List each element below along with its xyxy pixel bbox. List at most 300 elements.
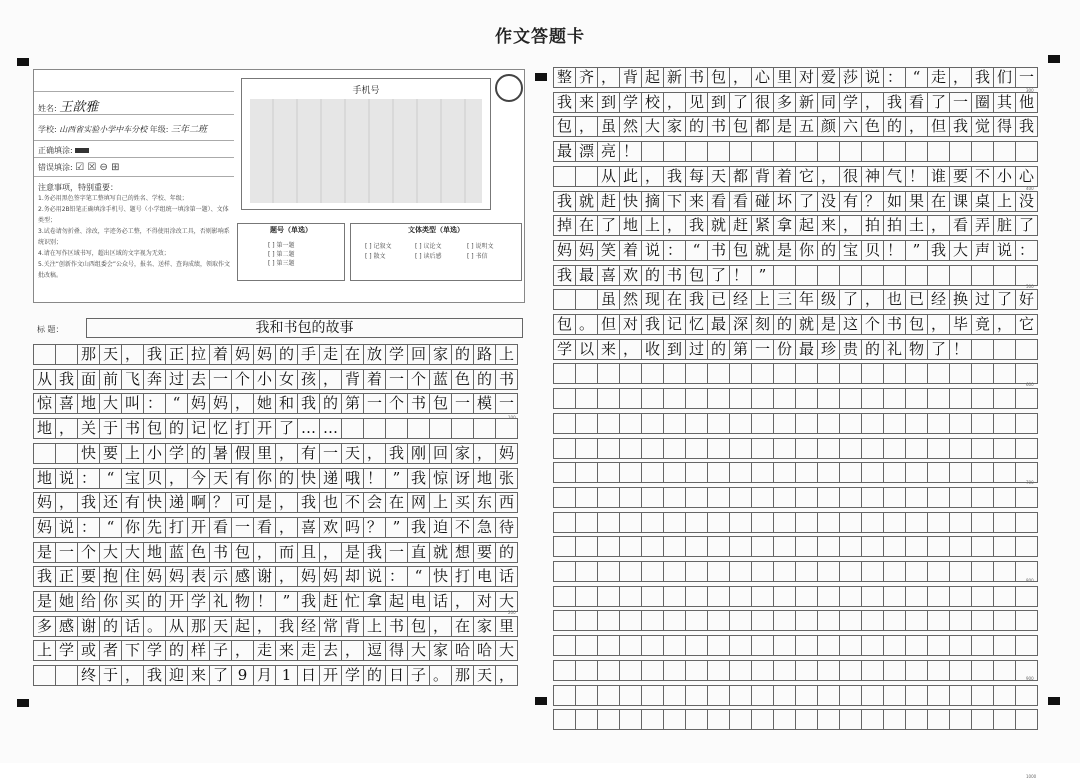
grid-cell[interactable]: 那 (452, 665, 474, 686)
grid-cell[interactable] (554, 561, 576, 582)
grid-cell[interactable] (818, 363, 840, 384)
grid-cell[interactable]: 大 (642, 116, 664, 137)
grid-cell[interactable]: 走 (298, 640, 320, 661)
grid-cell[interactable]: 快 (298, 468, 320, 489)
grid-cell[interactable]: 我 (144, 665, 166, 686)
grid-cell[interactable]: 包 (408, 616, 430, 637)
grid-cell[interactable]: 三 (774, 289, 796, 310)
grid-cell[interactable]: 哈 (452, 640, 474, 661)
grid-cell[interactable]: ： (386, 566, 408, 587)
grid-cell[interactable]: 快 (78, 443, 100, 464)
grid-cell[interactable]: 话 (122, 616, 144, 637)
grid-cell[interactable]: 我 (276, 616, 298, 637)
grid-cell[interactable] (730, 709, 752, 730)
grid-cell[interactable]: 都 (752, 116, 774, 137)
grid-cell[interactable] (818, 388, 840, 409)
grid-cell[interactable]: 最 (708, 314, 730, 335)
grid-cell[interactable]: 校 (642, 92, 664, 113)
grid-cell[interactable]: 大 (100, 393, 122, 414)
grid-cell[interactable] (554, 512, 576, 533)
grid-cell[interactable]: 书 (664, 265, 686, 286)
grid-cell[interactable] (840, 635, 862, 656)
grid-cell[interactable] (576, 166, 598, 187)
grid-cell[interactable] (928, 586, 950, 607)
grid-cell[interactable] (862, 709, 884, 730)
grid-cell[interactable]: ， (950, 67, 972, 88)
grid-cell[interactable]: 抱 (100, 566, 122, 587)
grid-cell[interactable]: 在 (386, 492, 408, 513)
grid-cell[interactable]: 我 (664, 166, 686, 187)
grid-cell[interactable] (884, 610, 906, 631)
grid-cell[interactable]: 没 (1016, 191, 1038, 212)
grid-cell[interactable] (818, 462, 840, 483)
grid-cell[interactable] (818, 660, 840, 681)
grid-cell[interactable]: 的 (452, 344, 474, 365)
grid-cell[interactable]: 学 (56, 640, 78, 661)
grid-cell[interactable]: 还 (100, 492, 122, 513)
grid-cell[interactable]: 对 (796, 67, 818, 88)
grid-cell[interactable]: 桌 (972, 191, 994, 212)
grid-cell[interactable] (950, 660, 972, 681)
grid-cell[interactable]: 快 (144, 492, 166, 513)
grid-cell[interactable] (554, 438, 576, 459)
grid-cell[interactable]: ” (906, 240, 928, 261)
grid-cell[interactable]: 很 (840, 166, 862, 187)
grid-cell[interactable]: 放 (364, 344, 386, 365)
grid-cell[interactable] (818, 610, 840, 631)
grid-cell[interactable] (708, 610, 730, 631)
grid-cell[interactable]: 妈 (554, 240, 576, 261)
grid-cell[interactable]: 喜 (298, 517, 320, 538)
grid-cell[interactable] (664, 512, 686, 533)
grid-cell[interactable] (774, 635, 796, 656)
grid-cell[interactable]: 上 (364, 616, 386, 637)
grid-cell[interactable] (774, 512, 796, 533)
grid-cell[interactable] (994, 388, 1016, 409)
grid-cell[interactable]: 子 (408, 665, 430, 686)
grid-cell[interactable]: “ (100, 468, 122, 489)
grid-cell[interactable]: 我 (408, 468, 430, 489)
grid-cell[interactable]: 打 (452, 566, 474, 587)
grid-cell[interactable] (906, 610, 928, 631)
grid-cell[interactable] (972, 610, 994, 631)
grid-cell[interactable]: 赶 (730, 215, 752, 236)
grid-cell[interactable]: 东 (474, 492, 496, 513)
grid-cell[interactable]: 说 (642, 240, 664, 261)
grid-cell[interactable] (972, 339, 994, 360)
grid-cell[interactable] (1016, 487, 1038, 508)
grid-cell[interactable]: 去 (320, 640, 342, 661)
grid-cell[interactable]: 珍 (818, 339, 840, 360)
grid-cell[interactable]: 妈 (188, 393, 210, 414)
grid-cell[interactable]: 刻 (752, 314, 774, 335)
grid-cell[interactable] (906, 709, 928, 730)
grid-cell[interactable] (906, 363, 928, 384)
grid-cell[interactable]: 开 (320, 665, 342, 686)
grid-cell[interactable] (708, 685, 730, 706)
grid-cell[interactable]: 且 (298, 542, 320, 563)
grid-cell[interactable]: 家 (474, 616, 496, 637)
grid-cell[interactable]: 经 (298, 616, 320, 637)
grid-cell[interactable]: 那 (188, 616, 210, 637)
grid-cell[interactable] (884, 141, 906, 162)
grid-cell[interactable] (950, 462, 972, 483)
grid-cell[interactable]: 就 (708, 215, 730, 236)
grid-cell[interactable]: ！ (620, 141, 642, 162)
grid-cell[interactable]: 一 (320, 443, 342, 464)
grid-cell[interactable]: 暑 (210, 443, 232, 464)
grid-cell[interactable] (972, 685, 994, 706)
grid-cell[interactable] (620, 635, 642, 656)
grid-cell[interactable]: 过 (972, 289, 994, 310)
grid-cell[interactable]: 关 (78, 418, 100, 439)
grid-cell[interactable]: 我 (972, 67, 994, 88)
grid-cell[interactable]: 的 (100, 616, 122, 637)
grid-cell[interactable]: 的 (496, 542, 518, 563)
grid-cell[interactable]: 西 (496, 492, 518, 513)
grid-cell[interactable]: 的 (818, 240, 840, 261)
grid-cell[interactable] (818, 438, 840, 459)
grid-cell[interactable]: 面 (78, 369, 100, 390)
grid-cell[interactable] (796, 388, 818, 409)
grid-cell[interactable]: 六 (840, 116, 862, 137)
grid-cell[interactable]: 的 (708, 339, 730, 360)
grid-cell[interactable] (664, 660, 686, 681)
grid-cell[interactable]: 起 (386, 591, 408, 612)
grid-cell[interactable]: 到 (598, 92, 620, 113)
grid-cell[interactable]: 在 (664, 289, 686, 310)
grid-cell[interactable]: 女 (276, 369, 298, 390)
grid-cell[interactable]: 有 (298, 443, 320, 464)
grid-cell[interactable] (928, 660, 950, 681)
grid-cell[interactable]: 过 (166, 369, 188, 390)
grid-cell[interactable]: 张 (496, 468, 518, 489)
grid-cell[interactable]: ， (320, 369, 342, 390)
grid-cell[interactable] (730, 487, 752, 508)
grid-cell[interactable] (730, 413, 752, 434)
grid-cell[interactable] (752, 363, 774, 384)
grid-cell[interactable] (840, 709, 862, 730)
grid-cell[interactable]: 我 (298, 492, 320, 513)
grid-cell[interactable]: 从 (598, 166, 620, 187)
grid-cell[interactable] (752, 685, 774, 706)
grid-cell[interactable]: ？ (364, 517, 386, 538)
grid-cell[interactable]: 已 (906, 289, 928, 310)
grid-cell[interactable] (774, 586, 796, 607)
grid-cell[interactable]: 样 (188, 640, 210, 661)
grid-cell[interactable]: 学 (620, 92, 642, 113)
grid-cell[interactable]: 你 (122, 517, 144, 538)
grid-cell[interactable] (950, 265, 972, 286)
grid-cell[interactable] (796, 561, 818, 582)
grid-cell[interactable] (686, 610, 708, 631)
grid-cell[interactable]: 每 (686, 166, 708, 187)
grid-cell[interactable]: 毕 (950, 314, 972, 335)
grid-cell[interactable] (642, 487, 664, 508)
grid-cell[interactable]: ” (752, 265, 774, 286)
grid-cell[interactable] (686, 660, 708, 681)
grid-cell[interactable]: ， (928, 314, 950, 335)
grid-cell[interactable]: 包 (144, 418, 166, 439)
grid-cell[interactable]: 直 (408, 542, 430, 563)
grid-cell[interactable]: 飞 (122, 369, 144, 390)
grid-cell[interactable] (840, 660, 862, 681)
grid-cell[interactable] (862, 265, 884, 286)
grid-cell[interactable]: ， (818, 166, 840, 187)
grid-cell[interactable] (620, 709, 642, 730)
grid-cell[interactable] (994, 265, 1016, 286)
grid-cell[interactable]: 里 (254, 443, 276, 464)
grid-cell[interactable] (730, 635, 752, 656)
grid-cell[interactable] (576, 363, 598, 384)
grid-cell[interactable] (840, 388, 862, 409)
grid-cell[interactable]: 不 (342, 492, 364, 513)
grid-cell[interactable]: 奔 (144, 369, 166, 390)
grid-cell[interactable] (1016, 709, 1038, 730)
grid-cell[interactable]: 来 (686, 191, 708, 212)
grid-cell[interactable]: 我 (642, 314, 664, 335)
grid-cell[interactable]: ： (78, 517, 100, 538)
grid-cell[interactable]: 我 (386, 443, 408, 464)
grid-cell[interactable] (664, 413, 686, 434)
grid-cell[interactable]: 一 (386, 369, 408, 390)
grid-cell[interactable]: 可 (232, 492, 254, 513)
grid-cell[interactable]: 学 (144, 640, 166, 661)
grid-cell[interactable] (972, 512, 994, 533)
grid-cell[interactable]: 家 (430, 344, 452, 365)
grid-cell[interactable] (818, 536, 840, 557)
grid-cell[interactable] (818, 413, 840, 434)
grid-cell[interactable] (664, 536, 686, 557)
grid-cell[interactable] (752, 586, 774, 607)
grid-cell[interactable] (598, 660, 620, 681)
grid-cell[interactable]: 看 (950, 215, 972, 236)
grid-cell[interactable] (752, 462, 774, 483)
grid-cell[interactable] (730, 610, 752, 631)
grid-cell[interactable]: 喜 (56, 393, 78, 414)
grid-cell[interactable] (950, 685, 972, 706)
grid-cell[interactable] (342, 418, 364, 439)
grid-cell[interactable] (950, 512, 972, 533)
grid-cell[interactable]: 土 (906, 215, 928, 236)
grid-cell[interactable] (796, 685, 818, 706)
grid-cell[interactable] (1016, 339, 1038, 360)
grid-cell[interactable] (774, 610, 796, 631)
grid-cell[interactable]: 它 (796, 166, 818, 187)
grid-cell[interactable]: 我 (408, 517, 430, 538)
grid-cell[interactable]: 经 (730, 289, 752, 310)
grid-cell[interactable]: 包 (232, 542, 254, 563)
grid-cell[interactable]: 日 (298, 665, 320, 686)
grid-cell[interactable]: 的 (642, 265, 664, 286)
grid-cell[interactable] (686, 363, 708, 384)
grid-cell[interactable] (642, 685, 664, 706)
grid-cell[interactable]: 是 (818, 314, 840, 335)
grid-cell[interactable] (928, 536, 950, 557)
grid-cell[interactable]: 圈 (972, 92, 994, 113)
grid-cell[interactable]: 觉 (972, 116, 994, 137)
grid-cell[interactable]: 得 (386, 640, 408, 661)
grid-cell[interactable] (686, 536, 708, 557)
grid-cell[interactable] (796, 709, 818, 730)
grid-cell[interactable]: 家 (452, 443, 474, 464)
grid-cell[interactable]: 的 (166, 640, 188, 661)
grid-cell[interactable] (840, 536, 862, 557)
grid-cell[interactable]: 而 (276, 542, 298, 563)
grid-cell[interactable]: 我 (364, 542, 386, 563)
grid-cell[interactable] (884, 487, 906, 508)
grid-cell[interactable]: 来 (276, 640, 298, 661)
grid-cell[interactable] (994, 536, 1016, 557)
grid-cell[interactable]: 多 (34, 616, 56, 637)
grid-cell[interactable] (708, 462, 730, 483)
grid-cell[interactable]: 记 (188, 418, 210, 439)
grid-cell[interactable]: 年 (796, 289, 818, 310)
grid-cell[interactable]: 于 (100, 418, 122, 439)
grid-cell[interactable]: 多 (774, 92, 796, 113)
grid-cell[interactable] (598, 363, 620, 384)
grid-cell[interactable]: 我 (1016, 116, 1038, 137)
grid-cell[interactable]: 但 (928, 116, 950, 137)
grid-cell[interactable]: 最 (554, 141, 576, 162)
grid-cell[interactable]: 常 (320, 616, 342, 637)
grid-cell[interactable]: ： (1016, 240, 1038, 261)
grid-cell[interactable] (752, 487, 774, 508)
grid-cell[interactable]: 最 (796, 339, 818, 360)
grid-cell[interactable]: 着 (210, 344, 232, 365)
grid-cell[interactable]: 赶 (598, 191, 620, 212)
grid-cell[interactable]: 上 (430, 492, 452, 513)
grid-cell[interactable] (774, 413, 796, 434)
grid-cell[interactable]: 迫 (430, 517, 452, 538)
grid-cell[interactable]: 说 (56, 517, 78, 538)
topic-option[interactable]: [ ] 第一题 (268, 242, 295, 249)
grid-cell[interactable] (576, 660, 598, 681)
grid-cell[interactable]: 递 (320, 468, 342, 489)
grid-cell[interactable]: 虽 (598, 116, 620, 137)
grid-cell[interactable]: ， (276, 443, 298, 464)
grid-cell[interactable]: 上 (994, 191, 1016, 212)
grid-cell[interactable] (994, 586, 1016, 607)
grid-cell[interactable]: 学 (342, 665, 364, 686)
grid-cell[interactable]: 是 (34, 542, 56, 563)
grid-cell[interactable]: 住 (122, 566, 144, 587)
grid-cell[interactable] (950, 141, 972, 162)
grid-cell[interactable] (408, 418, 430, 439)
grid-cell[interactable] (928, 388, 950, 409)
grid-cell[interactable] (620, 462, 642, 483)
grid-cell[interactable]: 以 (576, 339, 598, 360)
grid-cell[interactable] (994, 660, 1016, 681)
grid-cell[interactable]: ， (122, 344, 144, 365)
grid-cell[interactable]: 说 (994, 240, 1016, 261)
grid-cell[interactable] (620, 561, 642, 582)
grid-cell[interactable]: 新 (664, 67, 686, 88)
grid-cell[interactable] (598, 586, 620, 607)
grid-cell[interactable]: 我 (34, 566, 56, 587)
grid-cell[interactable]: 地 (474, 468, 496, 489)
grid-cell[interactable] (906, 561, 928, 582)
grid-cell[interactable] (576, 413, 598, 434)
grid-cell[interactable] (994, 487, 1016, 508)
grid-cell[interactable]: 我 (686, 215, 708, 236)
grid-cell[interactable]: 要 (78, 566, 100, 587)
grid-cell[interactable] (818, 709, 840, 730)
grid-cell[interactable]: 你 (100, 591, 122, 612)
grid-cell[interactable]: 蓝 (430, 369, 452, 390)
grid-cell[interactable] (818, 265, 840, 286)
grid-cell[interactable] (642, 413, 664, 434)
grid-cell[interactable]: 包 (554, 116, 576, 137)
grid-cell[interactable]: 喜 (598, 265, 620, 286)
grid-cell[interactable]: 小 (254, 369, 276, 390)
grid-cell[interactable] (972, 438, 994, 459)
grid-cell[interactable]: 背 (620, 67, 642, 88)
grid-cell[interactable]: 书 (386, 616, 408, 637)
grid-cell[interactable] (708, 363, 730, 384)
grid-cell[interactable] (972, 561, 994, 582)
grid-cell[interactable]: 弄 (972, 215, 994, 236)
grid-cell[interactable]: ， (620, 339, 642, 360)
grid-cell[interactable]: 说 (56, 468, 78, 489)
grid-cell[interactable] (862, 141, 884, 162)
grid-cell[interactable] (972, 141, 994, 162)
grid-cell[interactable] (576, 462, 598, 483)
grid-cell[interactable]: ！ (254, 591, 276, 612)
grid-cell[interactable]: 气 (884, 166, 906, 187)
grid-cell[interactable] (840, 586, 862, 607)
grid-cell[interactable] (950, 561, 972, 582)
grid-cell[interactable] (928, 141, 950, 162)
grid-cell[interactable]: ， (862, 92, 884, 113)
grid-cell[interactable]: 和 (276, 393, 298, 414)
grid-cell[interactable]: 了 (1016, 215, 1038, 236)
grid-cell[interactable] (730, 561, 752, 582)
grid-cell[interactable] (862, 561, 884, 582)
grid-cell[interactable]: 就 (752, 240, 774, 261)
grid-cell[interactable]: 买 (122, 591, 144, 612)
grid-cell[interactable]: 包 (906, 314, 928, 335)
grid-cell[interactable]: 哈 (474, 640, 496, 661)
grid-cell[interactable]: 假 (232, 443, 254, 464)
grid-cell[interactable] (598, 685, 620, 706)
grid-cell[interactable]: 礼 (210, 591, 232, 612)
grid-cell[interactable] (1016, 438, 1038, 459)
grid-cell[interactable] (884, 265, 906, 286)
grid-cell[interactable]: 开 (188, 517, 210, 538)
grid-cell[interactable]: 拉 (188, 344, 210, 365)
grid-cell[interactable] (906, 660, 928, 681)
grid-cell[interactable] (950, 586, 972, 607)
grid-cell[interactable]: 第 (730, 339, 752, 360)
grid-cell[interactable]: ！ (730, 265, 752, 286)
grid-cell[interactable]: 电 (474, 566, 496, 587)
grid-cell[interactable]: 坏 (774, 191, 796, 212)
grid-cell[interactable] (884, 512, 906, 533)
grid-cell[interactable] (554, 536, 576, 557)
grid-cell[interactable] (862, 660, 884, 681)
grid-cell[interactable]: 你 (796, 240, 818, 261)
grid-cell[interactable] (862, 462, 884, 483)
grid-cell[interactable]: 课 (950, 191, 972, 212)
grid-cell[interactable] (972, 586, 994, 607)
grid-cell[interactable]: 包 (686, 265, 708, 286)
grid-cell[interactable]: 小 (994, 166, 1016, 187)
grid-cell[interactable]: 妈 (144, 566, 166, 587)
grid-cell[interactable] (620, 660, 642, 681)
grid-cell[interactable] (664, 487, 686, 508)
grid-cell[interactable] (950, 610, 972, 631)
